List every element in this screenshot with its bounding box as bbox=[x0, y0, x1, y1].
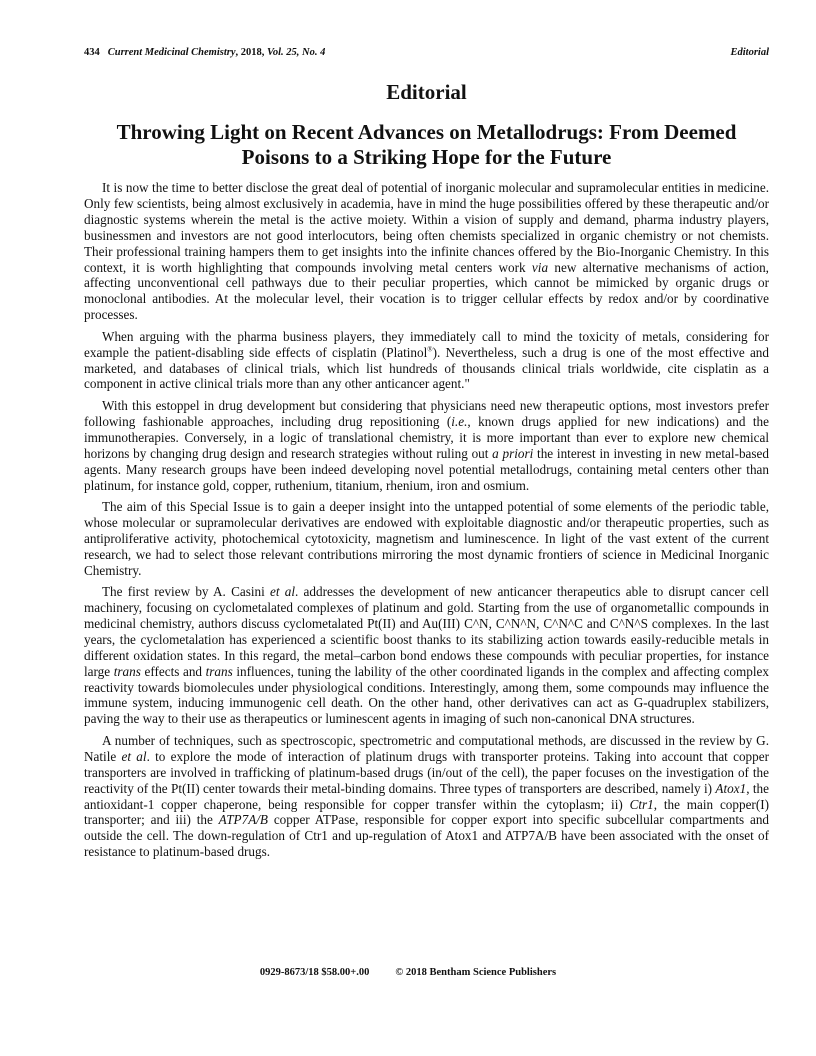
text-run: . addresses the development of new anticancer therapeutics able to disrupt cancer cell machinery, focusing on cyclometalated complexes of platinum and gold. Starting from the use of organometallic compounds in medicinal chemistry, authors discuss cyclometalated Pt(II) and Au(III) C^N, C^N^N, C^N^C and C^N^S complexes. In the last years, the cyclometalation has experienced a scientific boost thanks to its stabilizing action towards easily-reducible metals in different oxidation states. In this regard, the metal–carbon bond endows these compounds with peculiar properties, for instance large bbox=[84, 584, 770, 679]
text-run: influences, tuning the lability of the other coordinated ligands in the complex and affecting complex reactivity towards biomolecules under physiological conditions. Interestingly, among them, some compounds may influence the immune system, inducing immunogenic cell death. On the other hand, other derivatives can act as G-quadruplex stabilizers, paving the way to their use as therapeutics or luminescent agents in imaging of such non-canonical DNA structures. bbox=[84, 663, 769, 727]
text-run: , known drugs applied for new indications) and the immunotherapies. Conversely, in a logic of translational chemistry, it is more important than ever to explore new chemical horizons by changing drug design and research strategies without ruling out bbox=[84, 413, 769, 461]
italic-text: trans bbox=[113, 663, 141, 679]
body-paragraph bbox=[84, 584, 769, 727]
journal-name: Current Medicinal Chemistry bbox=[107, 47, 236, 58]
journal-year: , 2018, bbox=[235, 47, 268, 58]
text-run: . to explore the mode of interaction of platinum drugs with transporter proteins. Taking into account that copper transporters are involved in trafficking of platinum-based drugs (in/out of the cell), the paper focuses on the investigation of the reactivity of the Pt(II) center towards their metal-binding domains. Three types of transporters are described, namely i) bbox=[84, 748, 769, 796]
journal-volume: Vol. 25, No. 4 bbox=[267, 47, 326, 58]
text-run: The aim of this Special Issue is to gain a deeper insight into the untapped potential of some elements of the periodic table, whose molecular or supramolecular derivatives are endowed with exploitable diagnostic and/or therapeutic properties, such as antiproliferative activity, photochemical cytotoxicity, magnetism and luminescence. In light of the vast extent of the current research, we had to select those relevant contributions mirroring the most dynamic frontiers of science in Medicinal Inorganic Chemistry. bbox=[84, 499, 769, 578]
body-paragraph bbox=[84, 398, 769, 493]
italic-text: trans bbox=[205, 663, 233, 679]
body-paragraph bbox=[84, 180, 769, 323]
text-run: , the main copper(I) transporter; and iii) the bbox=[84, 796, 769, 828]
page-footer bbox=[0, 967, 816, 978]
text-run: A number of techniques, such as spectroscopic, spectrometric and computational methods, are discussed in the review by G. Natile bbox=[84, 732, 769, 764]
superscript: ® bbox=[427, 345, 433, 354]
copyright: © 2018 Bentham Science Publishers bbox=[395, 967, 557, 978]
text-run: The first review by A. Casini bbox=[102, 584, 271, 600]
text-run: , the antioxidant-1 copper chaperone, being responsible for copper transfer within the cytoplasm; ii) bbox=[84, 780, 769, 812]
article-body bbox=[84, 180, 769, 866]
running-head-section: Editorial bbox=[730, 47, 769, 58]
running-head bbox=[84, 47, 769, 61]
article-title: Throwing Light on Recent Advances on Metallodrugs: From Deemed Poisons to a Striking Hope for the Future bbox=[116, 120, 737, 169]
body-paragraph bbox=[84, 329, 769, 393]
section-label: Editorial bbox=[386, 80, 467, 104]
italic-text: et al bbox=[121, 748, 147, 764]
body-paragraph bbox=[84, 733, 769, 860]
italic-text: Atox1 bbox=[715, 780, 747, 796]
issn-price: 0929-8673/18 $58.00+.00 bbox=[259, 967, 370, 978]
text-run: new alternative mechanisms of action, affecting unconventional cell pathways due to their peculiar properties, which cannot be mimicked by organic drugs or monoclonal antibodies. At the molecular level, their vocation is to trigger cellular effects by redox and/or by coordinative processes. bbox=[84, 259, 769, 323]
running-head-citation bbox=[84, 47, 325, 61]
text-run: effects and bbox=[140, 663, 206, 679]
italic-text: a priori bbox=[492, 445, 534, 461]
text-run: With this estoppel in drug development but considering that physicians need new therapeutic options, most investors prefer following fashionable approaches, including drug repositioning ( bbox=[84, 397, 769, 429]
text-run: It is now the time to better disclose the great deal of potential of inorganic molecular and supramolecular entities in medicine. Only few scientists, being almost exclusively in academia, have in mind the huge possibilities offered by these therapeutic and/or diagnostic systems wherein the metal is the active moiety. Within a vision of supply and demand, pharma industry players, businessmen and investors are not good interlocutors, being often chemists specialized in organic chemistry or not chemists. Their professional training hampers them to get insights into the infinite chances offered by the Bio-Inorganic Chemistry. In this context, it is worth highlighting that compounds involving metal centers work bbox=[84, 180, 769, 275]
italic-text: ATP7A/B bbox=[218, 812, 268, 828]
italic-text: i.e. bbox=[451, 413, 468, 429]
text-run: ). Nevertheless, such a drug is one of the most effective and marketed, and databases of clinical trials, which list hundreds of thousands clinical trials worldwide, cite cisplatin as a component in active clinical trials more than any other anticancer agent." bbox=[84, 344, 769, 392]
italic-text: Ctr1 bbox=[629, 796, 654, 812]
text-run: copper ATPase, responsible for copper export into specific subcellular compartments and outside the cell. The down-regulation of Ctr1 and up-regulation of Atox1 and ATP7A/B have been associated with the onset of resistance to platinum-based drugs. bbox=[84, 812, 770, 860]
italic-text: via bbox=[531, 259, 549, 275]
body-paragraph bbox=[84, 499, 769, 579]
italic-text: et al bbox=[270, 584, 296, 600]
page-number: 434 bbox=[84, 47, 100, 58]
text-run: When arguing with the pharma business players, they immediately call to mind the toxicity of metals, considering for example the patient-disabling side effects of cisplatin (Platinol bbox=[84, 328, 769, 360]
text-run: the interest in investing in new metal-based agents. Many research groups have been indeed developing novel potential metallodrugs, containing metal centers other than platinum, for instance gold, copper, ruthenium, titanium, rhenium, iron and osmium. bbox=[84, 445, 769, 493]
